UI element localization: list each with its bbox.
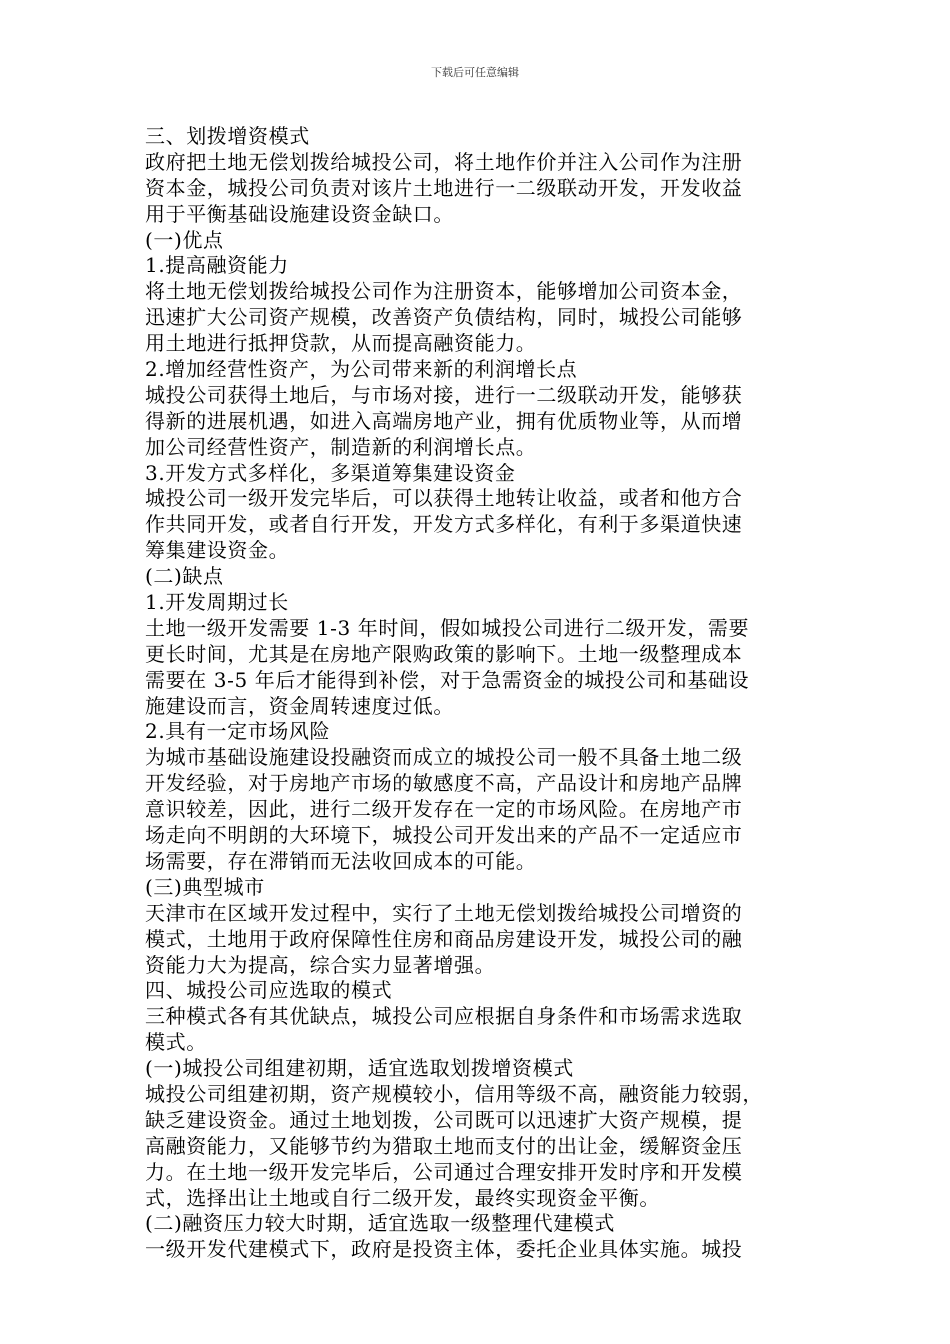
item-heading: 2.具有一定市场风险 [145,719,331,744]
text-line: 场走向不明朗的大环境下，城投公司开发出来的产品不一定适应市 [145,823,743,848]
text-line: 一级开发代建模式下，政府是投资主体，委托企业具体实施。城投 [145,1237,743,1262]
text-line: 三种模式各有其优缺点，城投公司应根据自身条件和市场需求选取 [145,1004,743,1029]
text-line: 施建设而言，资金周转速度过低。 [145,693,454,718]
text-line: 需要在 3-5 年后才能得到补偿，对于急需资金的城投公司和基础设 [145,667,750,692]
text-line: 式，选择出让土地或自行二级开发，最终实现资金平衡。 [145,1185,660,1210]
text-line: 模式，土地用于政府保障性住房和商品房建设开发，城投公司的融 [145,926,743,951]
text-line: 意识较差，因此，进行二级开发存在一定的市场风险。在房地产市 [145,797,743,822]
text-line: 资本金，城投公司负责对该片土地进行一二级联动开发，开发收益 [145,175,743,200]
text-line: 缺乏建设资金。通过土地划拨，公司既可以迅速扩大资产规模，提 [145,1107,743,1132]
text-line: 为城市基础设施建设投融资而成立的城投公司一般不具备土地二级 [145,745,743,770]
text-line: 土地一级开发需要 1-3 年时间，假如城投公司进行二级开发，需要 [145,615,750,640]
text-line: 城投公司组建初期，资产规模较小，信用等级不高，融资能力较弱， [145,1081,763,1106]
text-line: 高融资能力，又能够节约为猎取土地而支付的出让金，缓解资金压 [145,1133,743,1158]
text-line: 得新的进展机遇，如进入高端房地产业，拥有优质物业等，从而增 [145,408,743,433]
subsection-heading: (三)典型城市 [145,874,265,899]
text-line: 将土地无偿划拨给城投公司作为注册资本，能够增加公司资本金， [145,279,743,304]
text-line: 政府把土地无偿划拨给城投公司，将土地作价并注入公司作为注册 [145,149,743,174]
section-heading: 三、划拨增资模式 [145,124,310,148]
text-line: 力。在土地一级开发完毕后，公司通过合理安排开发时序和开发模 [145,1159,743,1184]
text-line: 天津市在区域开发过程中，实行了土地无偿划拨给城投公司增资的 [145,900,743,925]
page-header: 下载后可任意编辑 [431,66,519,79]
text-line: 加公司经营性资产，制造新的利润增长点。 [145,434,537,459]
subsection-heading: (二)融资压力较大时期，适宜选取一级整理代建模式 [145,1211,616,1236]
item-heading: 1.提高融资能力 [145,253,289,278]
item-heading: 3.开发方式多样化，多渠道筹集建设资金 [145,460,516,485]
text-line: 筹集建设资金。 [145,538,290,563]
text-line: 模式。 [145,1030,207,1055]
item-heading: 2.增加经营性资产，为公司带来新的利润增长点 [145,357,578,382]
text-line: 城投公司获得土地后，与市场对接，进行一二级联动开发，能够获 [145,382,743,407]
subsection-heading: (二)缺点 [145,564,224,589]
item-heading: 1.开发周期过长 [145,590,289,615]
text-line: 作共同开发，或者自行开发，开发方式多样化，有利于多渠道快速 [145,512,743,537]
text-line: 城投公司一级开发完毕后，可以获得土地转让收益，或者和他方合 [145,486,743,511]
text-line: 用土地进行抵押贷款，从而提高融资能力。 [145,331,537,356]
text-line: 用于平衡基础设施建设资金缺口。 [145,201,454,226]
subsection-heading: (一)城投公司组建初期，适宜选取划拨增资模式 [145,1056,574,1081]
text-line: 开发经验，对于房地产市场的敏感度不高，产品设计和房地产品牌 [145,771,743,796]
subsection-heading: (一)优点 [145,227,224,252]
text-line: 迅速扩大公司资产规模，改善资产负债结构，同时，城投公司能够 [145,305,743,330]
text-line: 资能力大为提高，综合实力显著增强。 [145,952,496,977]
text-line: 更长时间，尤其是在房地产限购政策的影响下。土地一级整理成本 [145,641,743,666]
section-heading: 四、城投公司应选取的模式 [145,978,393,1003]
document-body [145,124,815,1263]
text-line: 场需要，存在滞销而无法收回成本的可能。 [145,848,537,873]
